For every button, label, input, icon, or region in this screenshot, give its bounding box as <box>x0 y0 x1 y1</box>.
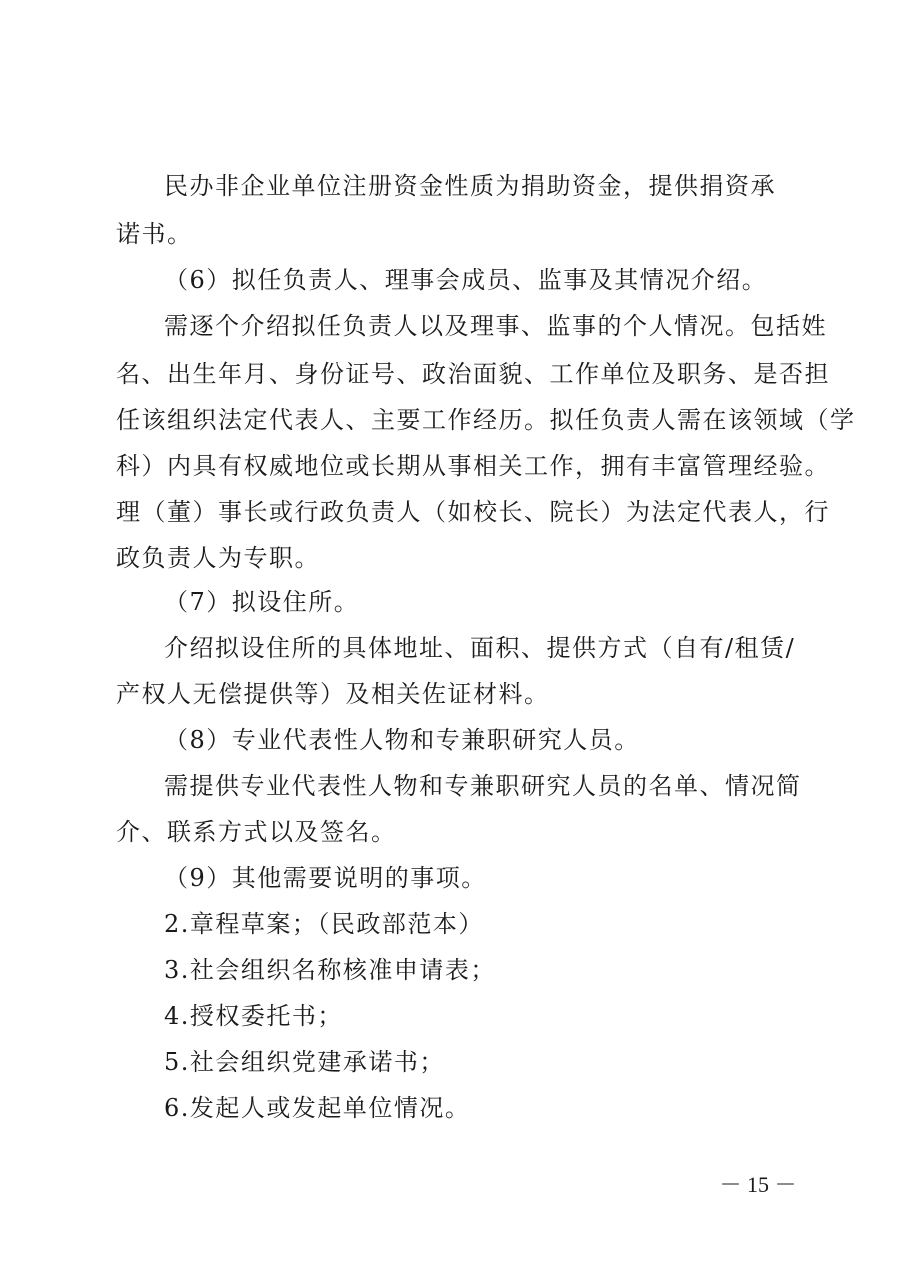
paragraph-line: 诺书。 <box>116 220 193 248</box>
list-item: 6.发起人或发起单位情况。 <box>164 1094 471 1122</box>
section-heading-7: （7）拟设住所。 <box>164 588 360 616</box>
paragraph-line: 介、联系方式以及签名。 <box>116 818 397 846</box>
list-item: 2.章程草案；（民政部范本） <box>164 910 484 938</box>
paragraph-line: 需逐个介绍拟任负责人以及理事、监事的个人情况。包括姓 <box>164 312 827 340</box>
section-heading-6: （6）拟任负责人、理事会成员、监事及其情况介绍。 <box>164 266 768 294</box>
paragraph-line: 名、出生年月、身份证号、政治面貌、工作单位及职务、是否担 <box>116 360 830 388</box>
paragraph-line: 需提供专业代表性人物和专兼职研究人员的名单、情况简 <box>164 772 802 800</box>
paragraph-line: 理（董）事长或行政负责人（如校长、院长）为法定代表人，行 <box>116 498 830 526</box>
section-heading-8: （8）专业代表性人物和专兼职研究人员。 <box>164 726 640 754</box>
page-number: － 15 － <box>719 1172 797 1197</box>
list-item: 3.社会组织名称核准申请表； <box>164 956 496 984</box>
paragraph-line: 政负责人为专职。 <box>116 544 320 572</box>
section-heading-9: （9）其他需要说明的事项。 <box>164 864 487 892</box>
paragraph-line: 任该组织法定代表人、主要工作经历。拟任负责人需在该领域（学 <box>116 406 856 434</box>
paragraph-line: 民办非企业单位注册资金性质为捐助资金，提供捐资承 <box>164 172 776 200</box>
paragraph-line: 介绍拟设住所的具体地址、面积、提供方式（自有/租赁/ <box>164 634 796 662</box>
list-item: 5.社会组织党建承诺书； <box>164 1048 445 1076</box>
paragraph-line: 科）内具有权威地位或长期从事相关工作，拥有丰富管理经验。 <box>116 452 830 480</box>
paragraph-line: 产权人无偿提供等）及相关佐证材料。 <box>116 680 550 708</box>
list-item: 4.授权委托书； <box>164 1002 343 1030</box>
